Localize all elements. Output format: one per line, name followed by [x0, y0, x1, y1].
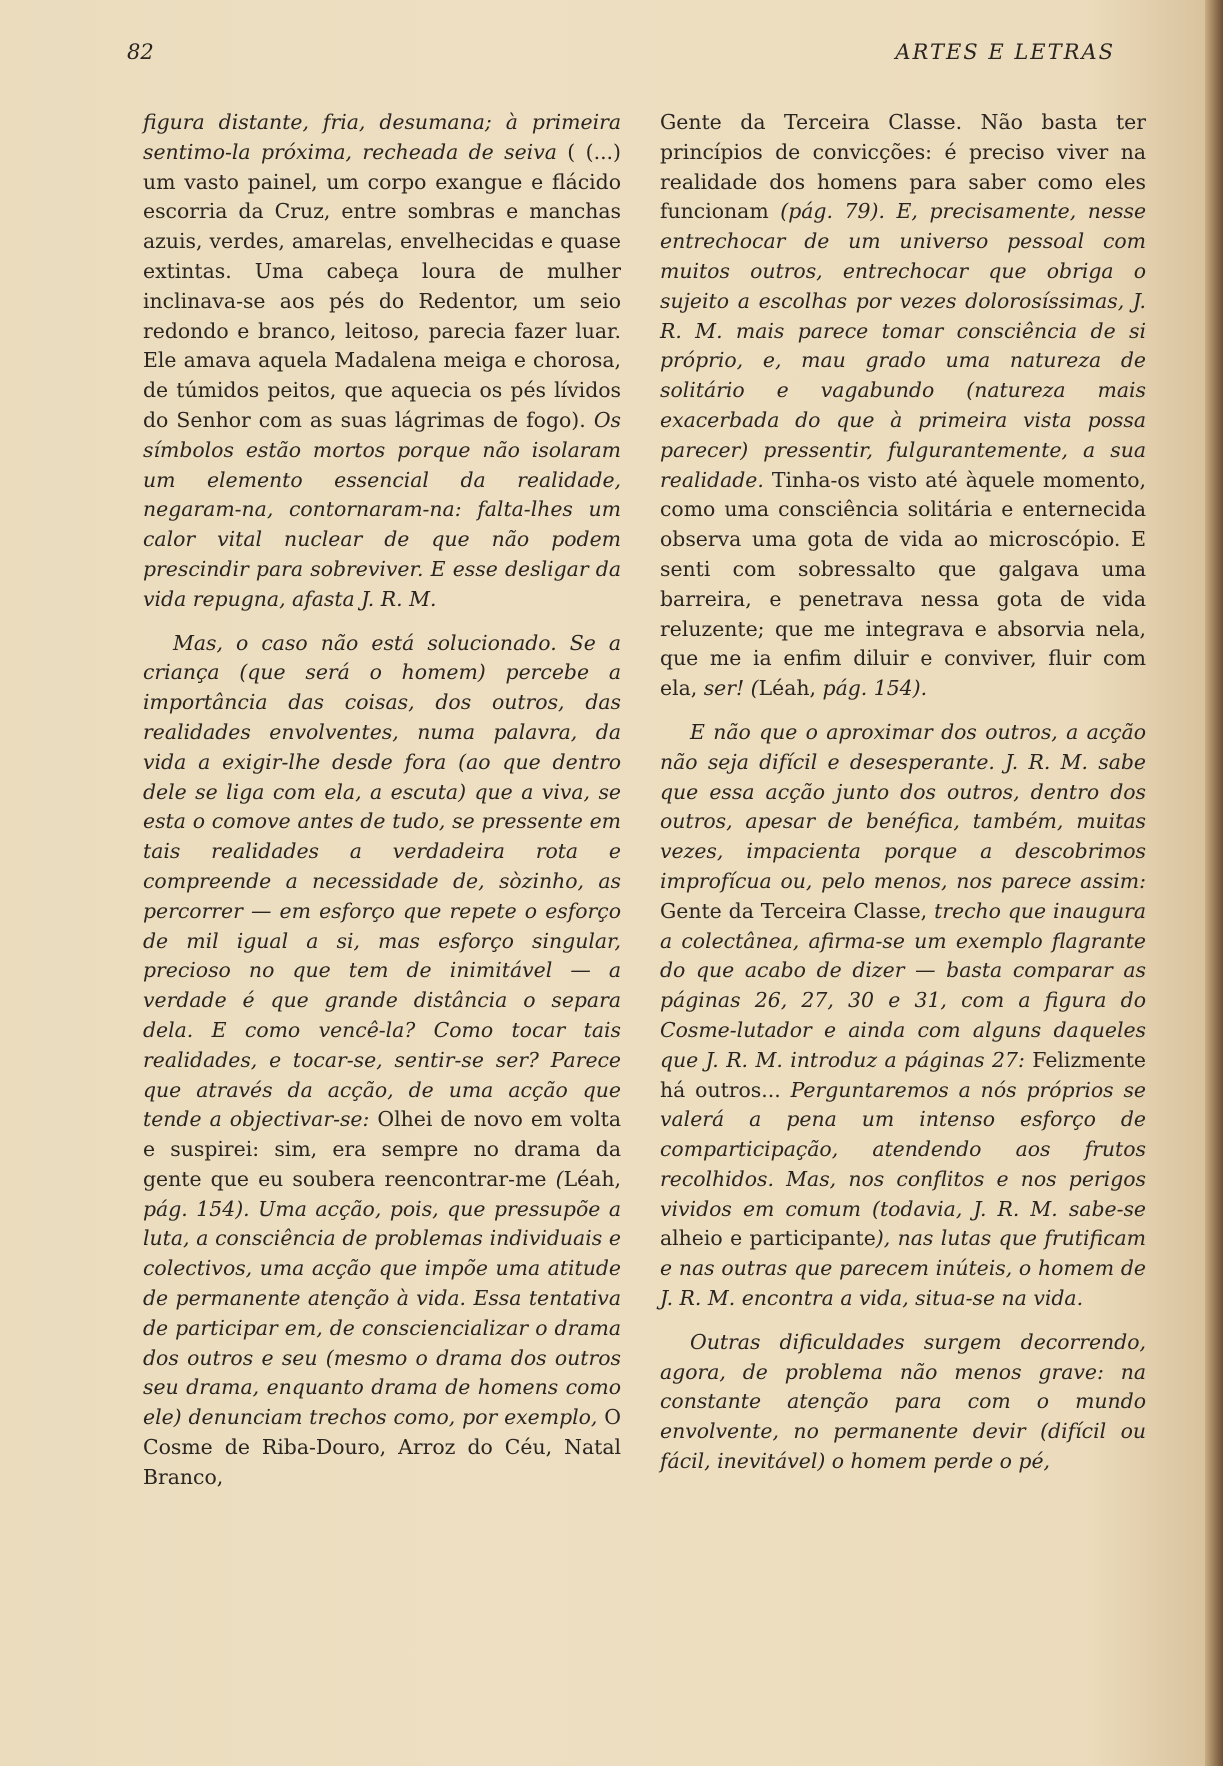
- text: Léah,: [758, 676, 823, 701]
- italic-text: Os símbolos estão mortos porque não isolaram um elemento essencial da realidade, negaram-na, contornaram-na: falta-lhes um calor vital nuclear de que não podem prescindir para sobreviver. E esse desligar da vida repugna, afasta J. R. M.: [143, 407, 621, 611]
- running-title: ARTES E LETRAS: [895, 40, 1115, 64]
- italic-text: figura distante, fria, desumana; à primeira sentimo-la próxima, recheada de seiva: [143, 110, 621, 164]
- text: Tinha-os visto até àquele momento, como uma consciência solitária e enternecida observa uma gota de vida ao microscópio. E senti com sobressalto que galgava uma barreira, e penetrava nessa gota de vida reluzente; que me integrava e absorvia nela, que me ia enfim diluir e conviver, fluir com ela,: [660, 467, 1146, 701]
- text: ( (...) um vasto painel, um corpo exangue e flácido escorria da Cruz, entre sombras e manchas azuis, verdes, amarelas, envelhecidas e quase extintas. Uma cabeça loura de mulher inclinava-se aos pés do Redentor, um seio redondo e branco, leitoso, parecia fazer luar. Ele amava aquela Madalena meiga e chorosa, de túmidos peitos, que aquecia os pés lívidos do Senhor com as suas lágrimas de fogo).: [143, 139, 621, 432]
- text: Felizmente há outros...: [660, 1047, 1146, 1102]
- italic-text: (: [555, 1166, 564, 1191]
- italic-text: trecho que inaugura a colectânea, afirma-se um exemplo flagrante do que acabo de dizer — basta comparar as páginas 26, 27, 30 e 31, com a figura do Cosme-lutador e ainda com alguns daqueles que J. R. M. introduz a páginas 27:: [660, 898, 1147, 1072]
- text: Olhei de novo em volta e suspirei: sim, era sempre no drama da gente que eu soubera reencontrar-me: [143, 1107, 622, 1191]
- italic-text: Mas, o caso não está solucionado. Se a criança (que será o homem) percebe a importância das coisas, dos outros, das realidades envolventes, numa palavra, da vida a exigir-lhe desde fora (ao que dentro dele se liga com ela, a escuta) que a viva, se esta o comove antes de tudo, se pressente em tais realidades a verdadeira rota e compreende a necessidade de, sòzinho, as percorrer — em esforço que repete o esforço de mil igual a si, mas esforço singular, precioso no que tem de inimitável — a verdade é que grande distância o separa dela. E como vencê-la? Como tocar tais realidades, e tocar-se, sentir-se ser? Parece que através da acção, de uma acção que tende a objectivar-se:: [143, 630, 621, 1132]
- page-binding-edge: [1205, 0, 1223, 1766]
- paragraph: [143, 629, 621, 1493]
- text: Léah,: [563, 1166, 621, 1191]
- paragraph: [660, 1328, 1146, 1477]
- paragraph: [143, 108, 621, 615]
- text: Gente da Terceira Classe. Não basta ter princípios de convicções: é preciso viver na realidade dos homens para saber como eles funcionam: [660, 110, 1146, 224]
- italic-text: E não que o aproximar dos outros, a acção não seja difícil e desesperante. J. R. M. sabe que essa acção junto dos outros, dentro dos outros, apesar de benéfica, também, muitas vezes, impacienta porque a descobrimos improfícua ou, pelo menos, nos parece assim:: [660, 719, 1146, 893]
- italic-text: Perguntaremos a nós próprios se valerá a pena um intenso esforço de comparticipação, atendendo aos frutos recolhidos. Mas, nos conflitos e nos perigos vividos em comum (todavia, J. R. M. sabe-se: [660, 1077, 1146, 1221]
- italic-text: ser! (: [703, 676, 759, 701]
- paragraph: [660, 718, 1146, 1314]
- italic-text: ), nas lutas que frutificam e nas outras que parecem inúteis, o homem de J. R. M. encontra a vida, situa-se na vida.: [660, 1226, 1146, 1311]
- text: alheio e participante: [660, 1226, 876, 1251]
- left-column: [143, 108, 621, 1493]
- text: O Cosme de Riba-Douro, Arroz do Céu, Natal Branco,: [143, 1405, 621, 1489]
- paragraph: [660, 108, 1146, 704]
- text: Gente da Terceira Classe,: [660, 898, 935, 923]
- page-number: 82: [127, 40, 154, 64]
- right-column: [660, 108, 1146, 1477]
- italic-text: Outras dificuldades surgem decorrendo, agora, de problema não menos grave: na constante atenção para com o mundo envolvente, no permanente devir (difícil ou fácil, inevitável) o homem perde o pé,: [660, 1329, 1146, 1474]
- italic-text: (pág. 79). E, precisamente, nesse entrechocar de um universo pessoal com muitos outros, entrechocar que obriga o sujeito a escolhas por vezes dolorosíssimas, J. R. M. mais parece tomar consciência de si próprio, e, mau grado uma natureza de solitário e vagabundo (natureza mais exacerbada do que à primeira vista possa parecer) pressentir, fulgurantemente, a sua realidade.: [660, 199, 1147, 492]
- italic-text: pág. 154).: [822, 676, 928, 701]
- italic-text: pág. 154). Uma acção, pois, que pressupõe a luta, a consciência de problemas individuais e colectivos, uma acção que impõe uma atitude de permanente atenção à vida. Essa tentativa de participar em, de consciencializar o drama dos outros e seu (mesmo o drama dos outros seu drama, enquanto drama de homens como ele) denunciam trechos como, por exemplo,: [143, 1196, 621, 1430]
